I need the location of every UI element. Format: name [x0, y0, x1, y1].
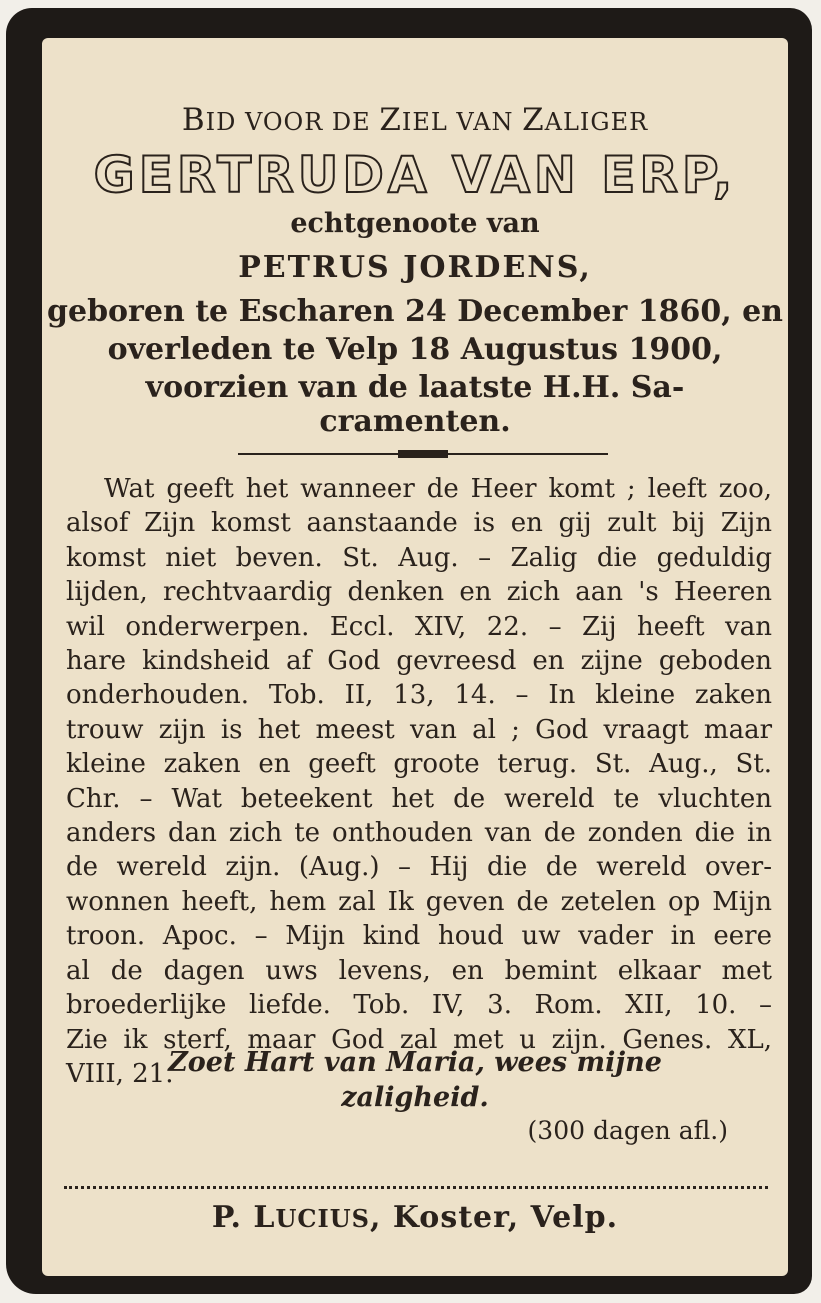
- body-line: kleine zaken en geeft groote terug. St. Aug., St.: [66, 749, 772, 780]
- dotted-divider: [64, 1186, 768, 1189]
- mourning-card-border: [6, 8, 812, 1294]
- indulgence-note: (300 dagen afl.): [527, 1116, 728, 1145]
- body-line: komst niet beven. St. Aug. – Zalig die geduldig: [66, 542, 772, 573]
- body-line: wonnen heeft, hem zal Ik geven de zetelen op Mijn: [66, 886, 772, 917]
- closing-prayer-line-2: zaligheid.: [341, 1082, 489, 1113]
- scripture-quotes: [66, 472, 772, 1091]
- body-line: trouw zijn is het meest van al ; God vraagt maar: [66, 714, 772, 745]
- body-line: onderhouden. Tob. II, 13, 14. – In kleine zaken: [66, 680, 772, 711]
- closing-prayer-line-1: Zoet Hart van Maria, wees mijne: [168, 1047, 662, 1078]
- prayer-heading: BID VOOR DE ZIEL VAN ZALIGER: [181, 102, 649, 138]
- printer-imprint: P. LUCIUS, Koster, Velp.: [211, 1200, 619, 1235]
- body-line: al de dagen uws levens, en bemint elkaar met: [66, 955, 772, 986]
- body-line: anders dan zich te onthouden van de zonden die in: [66, 818, 772, 849]
- sacraments-line-1: voorzien van de laatste H.H. Sa-: [145, 370, 685, 405]
- body-line: Chr. – Wat beteekent het de wereld te vluchten: [66, 783, 772, 814]
- body-line: Wat geeft het wanneer de Heer komt ; leeft zoo,: [104, 474, 772, 504]
- body-line: Zie ik sterf, maar God zal met u zijn. Genes. XL,: [66, 1024, 772, 1055]
- deceased-name: GERTRUDA VAN ERP,: [93, 146, 737, 204]
- divider-ornament: [398, 450, 448, 458]
- body-line: hare kindsheid af God gevreesd en zijne geboden: [66, 646, 772, 677]
- body-line: broederlijke liefde. Tob. IV, 3. Rom. XII, 10. –: [66, 990, 772, 1021]
- body-line: VIII, 21.: [66, 1058, 174, 1089]
- sacraments-line-2: cramenten.: [319, 404, 511, 439]
- birth-line: geboren te Escharen 24 December 1860, en: [47, 294, 783, 329]
- spouse-intro: echtgenoote van: [290, 208, 540, 239]
- body-line: de wereld zijn. (Aug.) – Hij die de wereld over-: [66, 852, 772, 883]
- body-line: troon. Apoc. – Mijn kind houd uw vader in eere: [66, 921, 772, 952]
- body-line: wil onderwerpen. Eccl. XIV, 22. – Zij heeft van: [66, 611, 772, 642]
- body-line: lijden, rechtvaardig denken en zich aan 's Heeren: [66, 577, 772, 608]
- spouse-name: PETRUS JORDENS,: [238, 250, 592, 285]
- death-line: overleden te Velp 18 Augustus 1900,: [107, 332, 723, 367]
- body-line: alsof Zijn komst aanstaande is en gij zult bij Zijn: [66, 508, 772, 539]
- memorial-card-paper: [42, 38, 788, 1276]
